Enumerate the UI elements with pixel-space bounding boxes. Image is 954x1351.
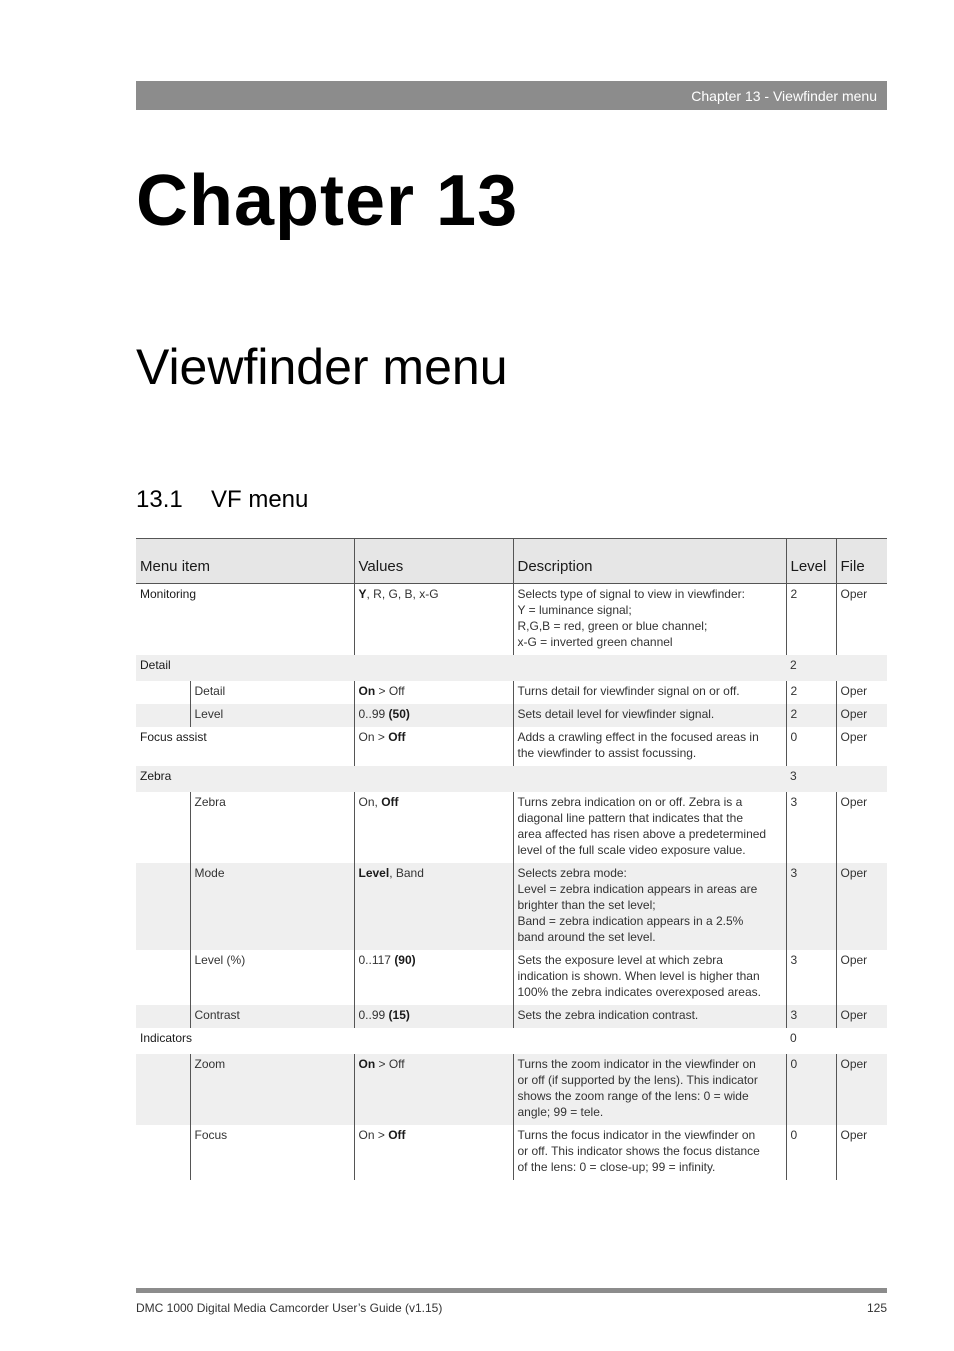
level-cell: 3 [786,950,836,1005]
table-row-zebra-group [136,766,887,792]
values-cell [354,727,513,766]
description-line: area affected has risen above a predetermined [517,827,767,841]
default-value: Level [358,866,390,880]
footer-rule [136,1288,887,1293]
default-value: On [358,1057,376,1071]
col-header-file: File [836,539,887,584]
description-line: Y = luminance signal; [517,603,632,617]
menu-item: Level [190,704,354,727]
indent-cell [136,1005,190,1028]
vf-menu-table [136,538,887,1180]
description-line: angle; 99 = tele. [517,1105,604,1119]
description-line: Band = zebra indication appears in a 2.5% [517,914,744,928]
table-row-zebra-mode [136,863,887,950]
menu-item: Focus assist [136,727,354,766]
table-row-detail-level [136,704,887,727]
value-range: 0..99 [358,1008,389,1022]
level-cell: 2 [786,681,836,704]
description-cell [513,950,786,1005]
description-cell [513,584,786,656]
menu-group: Indicators [140,1031,193,1045]
indent-cell [136,681,190,704]
level-cell: 0 [786,1054,836,1125]
file-cell [836,766,887,792]
file-cell: Oper [836,704,887,727]
file-cell: Oper [836,1054,887,1125]
default-value: Off [388,1128,406,1142]
menu-item: Monitoring [136,584,354,656]
description-line: band around the set level. [517,930,656,944]
description-line: Adds a crawling effect in the focused areas in [517,730,759,744]
description-line: Turns zebra indication on or off. Zebra is a [517,795,743,809]
description-line: Turns the zoom indicator in the viewfinder on [517,1057,756,1071]
file-cell: Oper [840,684,868,698]
description-line: Level = zebra indication appears in areas are [517,882,758,896]
default-value: (50) [388,707,410,721]
description-line: Turns the focus indicator in the viewfinder on [517,1128,756,1142]
value-options: On > [358,730,389,744]
values-cell [354,863,513,950]
description-line: Selects zebra mode: [517,866,627,880]
default-value: (15) [388,1008,410,1022]
description-cell: Sets detail level for viewfinder signal. [513,704,786,727]
menu-item: Focus [190,1125,354,1180]
description-line: R,G,B = red, green or blue channel; [517,619,708,633]
default-value: Y [358,587,367,601]
description-cell: Sets the zebra indication contrast. [513,1005,786,1028]
values-cell [354,681,513,704]
description-line: x-G = inverted green channel [517,635,673,649]
level-cell: 3 [786,1005,836,1028]
menu-item: Contrast [190,1005,354,1028]
indent-cell [136,792,190,863]
value-options: On > [358,1128,389,1142]
level-cell: 3 [786,863,836,950]
level-cell: 0 [786,727,836,766]
indent-cell [136,1125,190,1180]
default-value: (90) [394,953,416,967]
col-header-level: Level [786,539,836,584]
table-row-detail-group [136,655,887,681]
values-cell [354,792,513,863]
indent-cell [136,950,190,1005]
description-line: of the lens: 0 = close-up; 99 = infinity. [517,1160,716,1174]
default-value: Off [381,795,399,809]
description-line: shows the zoom range of the lens: 0 = wide [517,1089,749,1103]
level-cell: 3 [786,792,836,863]
menu-item: Zebra [190,792,354,863]
description-line: or off. This indicator shows the focus distance [517,1144,760,1158]
level-cell: 2 [786,655,836,681]
menu-item: Zoom [190,1054,354,1125]
section-title: VF menu [211,486,309,513]
table-header-row [136,539,887,584]
description-line: 100% the zebra indicates overexposed areas. [517,985,761,999]
col-header-menu-item: Menu item [136,539,354,584]
indent-cell [136,1054,190,1125]
values-cell [354,1125,513,1180]
value-options: > Off [375,684,405,698]
footer-document-title: DMC 1000 Digital Media Camcorder User’s Guide (v1.15) [136,1301,443,1315]
level-cell: 0 [786,1125,836,1180]
default-value: On [358,684,376,698]
values-cell [354,584,513,656]
value-options: , R, G, B, x-G [366,587,439,601]
description-cell [513,727,786,766]
description-cell: Turns detail for viewfinder signal on or off. [513,681,786,704]
description-line: indication is shown. When level is higher than [517,969,760,983]
file-cell: Oper [836,1005,887,1028]
values-cell [354,1005,513,1028]
file-cell: Oper [836,863,887,950]
level-cell: 2 [786,584,836,656]
level-cell: 3 [786,766,836,792]
table-row-zebra-level [136,950,887,1005]
description-line: Sets the exposure level at which zebra [517,953,723,967]
value-options: On, [358,795,382,809]
file-cell: Oper [840,953,868,967]
values-cell [354,950,513,1005]
table-row-zoom [136,1054,887,1125]
col-header-values: Values [354,539,513,584]
values-cell [354,1054,513,1125]
col-header-description: Description [513,539,786,584]
menu-group: Zebra [136,766,786,792]
table-row-indicators-group [136,1028,887,1054]
indent-cell [136,863,190,950]
file-cell: Oper [840,1128,868,1142]
description-cell [513,792,786,863]
table-row-zebra [136,792,887,863]
values-cell [354,704,513,727]
menu-item: Detail [190,681,354,704]
file-cell: Oper [840,587,868,601]
description-line: level of the full scale video exposure value. [517,843,746,857]
file-cell [836,655,887,681]
default-value: Off [388,730,406,744]
table-row-monitoring [136,584,887,656]
running-header-bar [136,81,887,110]
file-cell: Oper [840,795,868,809]
table-row-detail [136,681,887,704]
menu-item: Mode [190,863,354,950]
table-row-zebra-contrast [136,1005,887,1028]
description-cell [513,1125,786,1180]
description-line: brighter than the set level; [517,898,656,912]
menu-item: Level (%) [190,950,354,1005]
value-options: > Off [375,1057,405,1071]
description-line: diagonal line pattern that indicates that the [517,811,743,825]
file-cell [836,1028,887,1054]
table-row-focus [136,1125,887,1180]
running-header-title: Chapter 13 - Viewfinder menu [691,88,877,104]
description-line: the viewfinder to assist focussing. [517,746,697,760]
file-cell: Oper [840,730,868,744]
description-cell [513,863,786,950]
section-heading [136,486,308,514]
description-line: Selects type of signal to view in viewfinder: [517,587,745,601]
value-options: , Band [389,866,424,880]
level-cell: 2 [786,704,836,727]
description-line: or off (if supported by the lens). This indicator [517,1073,758,1087]
chapter-title: Viewfinder menu [136,339,508,395]
section-number: 13.1 [136,486,183,513]
table-row-focus-assist [136,727,887,766]
menu-group: Detail [136,655,786,681]
value-range: 0..117 [358,953,395,967]
chapter-number: Chapter 13 [136,161,519,241]
description-cell [513,1054,786,1125]
indent-cell [136,704,190,727]
value-range: 0..99 [358,707,389,721]
level-cell: 0 [790,1031,797,1045]
footer-page-number: 125 [866,1301,887,1315]
